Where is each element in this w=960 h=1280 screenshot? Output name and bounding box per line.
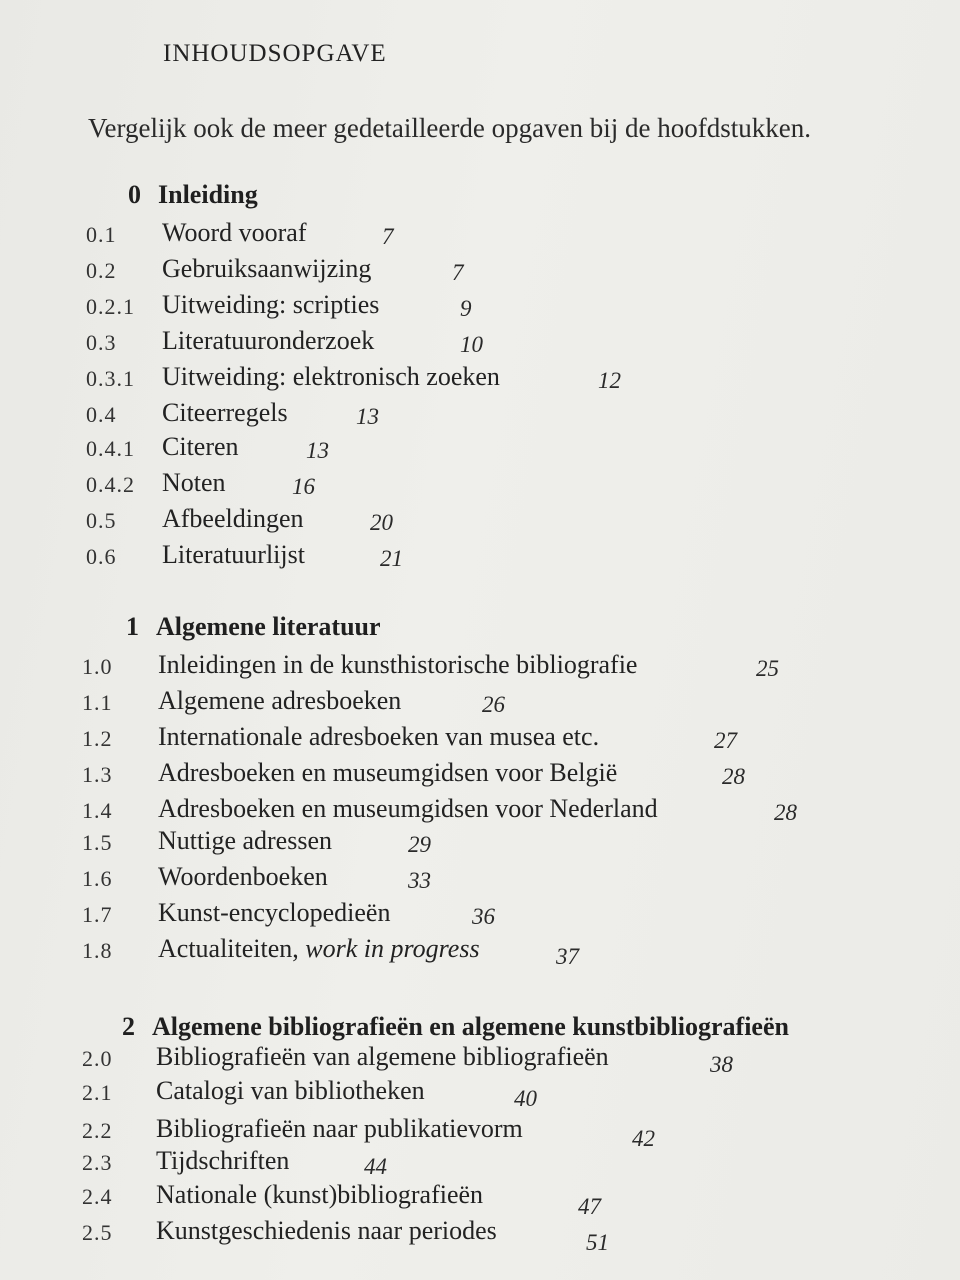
entry-label: Bibliografieën naar publikatievorm [156,1114,523,1143]
section-heading-2 [122,1012,789,1042]
entry-label: Citeren [162,432,239,461]
entry-number: 2.2 [82,1118,113,1143]
entry-label: Citeerregels [162,398,288,427]
entry-label: Adresboeken en museumgidsen voor België [158,758,618,787]
entry-label: Uitweiding: elektronisch zoeken [162,362,500,391]
section-heading-0 [128,180,258,210]
entry-number: 0.1 [86,222,117,247]
entry-label: Kunst-encyclopedieën [158,898,391,927]
entry-label-text: Actualiteiten, [158,934,299,963]
section-heading-1 [126,612,381,642]
entry-label: Afbeeldingen [162,504,304,533]
section-number: 2 [122,1012,135,1041]
entry-label: Inleidingen in de kunsthistorische bibliografie [158,650,638,679]
entry-label: Internationale adresboeken van musea etc. [158,722,600,751]
entry-page: 10 [460,332,483,357]
entry-page: 40 [514,1086,537,1111]
entry-label: Bibliografieën van algemene bibliografieën [156,1042,609,1071]
section-number: 0 [128,180,141,209]
entry-number: 0.2 [86,258,117,283]
entry-page: 7 [382,224,394,249]
entry-number: 1.4 [82,798,113,823]
entry-page: 16 [292,474,315,499]
entry-page: 13 [356,404,379,429]
entry-number: 0.5 [86,508,117,533]
entry-label: Literatuurlijst [162,540,305,569]
entry-number: 2.3 [82,1150,113,1175]
entry-label: Gebruiksaanwijzing [162,254,372,283]
entry-number: 2.1 [82,1080,113,1105]
entry-page: 12 [598,368,621,393]
entry-label: Literatuuronderzoek [162,326,375,355]
entry-number: 0.4 [86,402,117,427]
intro-text: Vergelijk ook de meer gedetailleerde opgaven bij de hoofdstukken. [88,113,812,143]
entry-number: 1.3 [82,762,113,787]
entry-label: Uitweiding: scripties [162,290,380,319]
entry-label: Woordenboeken [158,862,328,891]
entry-label: Tijdschriften [156,1146,290,1175]
entry-number: 0.3.1 [86,366,135,391]
entry-page: 26 [482,692,505,717]
entry-page: 42 [632,1126,655,1151]
entry-label: Adresboeken en museumgidsen voor Nederland [158,794,658,823]
entry-number: 1.1 [82,690,113,715]
section-title: Inleiding [158,180,258,209]
entry-number: 1.2 [82,726,113,751]
entry-number: 1.5 [82,830,113,855]
entry-label [158,934,480,964]
entry-label-italic: work in progress [305,934,480,963]
entry-page: 28 [774,800,797,825]
entry-number: 1.0 [82,654,113,679]
entry-page: 29 [408,832,431,857]
section-title: Algemene bibliografieën en algemene kunstbibliografieën [152,1012,789,1041]
entry-page: 25 [756,656,779,681]
entry-page: 36 [472,904,495,929]
entry-page: 7 [452,260,464,285]
entry-number: 0.4.2 [86,472,135,497]
entry-page: 20 [370,510,393,535]
section-title: Algemene literatuur [156,612,381,641]
entry-page: 21 [380,546,403,571]
entry-label: Kunstgeschiedenis naar periodes [156,1216,497,1245]
entry-page: 38 [710,1052,733,1077]
entry-page: 13 [306,438,329,463]
entry-label: Algemene adresboeken [158,686,402,715]
entry-number: 2.5 [82,1220,113,1245]
entry-page: 44 [364,1154,387,1179]
entry-page: 47 [578,1194,601,1219]
entry-label: Catalogi van bibliotheken [156,1076,425,1105]
entry-page: 28 [722,764,745,789]
page-title: INHOUDSOPGAVE [163,40,387,67]
entry-number: 0.4.1 [86,436,135,461]
entry-label: Nuttige adressen [158,826,333,855]
entry-number: 1.8 [82,938,113,963]
entry-label: Woord vooraf [162,218,307,247]
entry-page: 27 [714,728,737,753]
entry-number: 2.4 [82,1184,113,1209]
entry-page: 37 [556,944,579,969]
entry-page: 33 [408,868,431,893]
entry-number: 2.0 [82,1046,113,1071]
entry-number: 1.7 [82,902,113,927]
entry-number: 0.3 [86,330,117,355]
entry-label: Noten [162,468,226,497]
entry-number: 0.6 [86,544,117,569]
entry-page: 51 [586,1230,609,1255]
entry-label: Nationale (kunst)bibliografieën [156,1180,484,1209]
section-number: 1 [126,612,139,641]
entry-page: 9 [460,296,472,321]
entry-number: 1.6 [82,866,113,891]
entry-number: 0.2.1 [86,294,135,319]
